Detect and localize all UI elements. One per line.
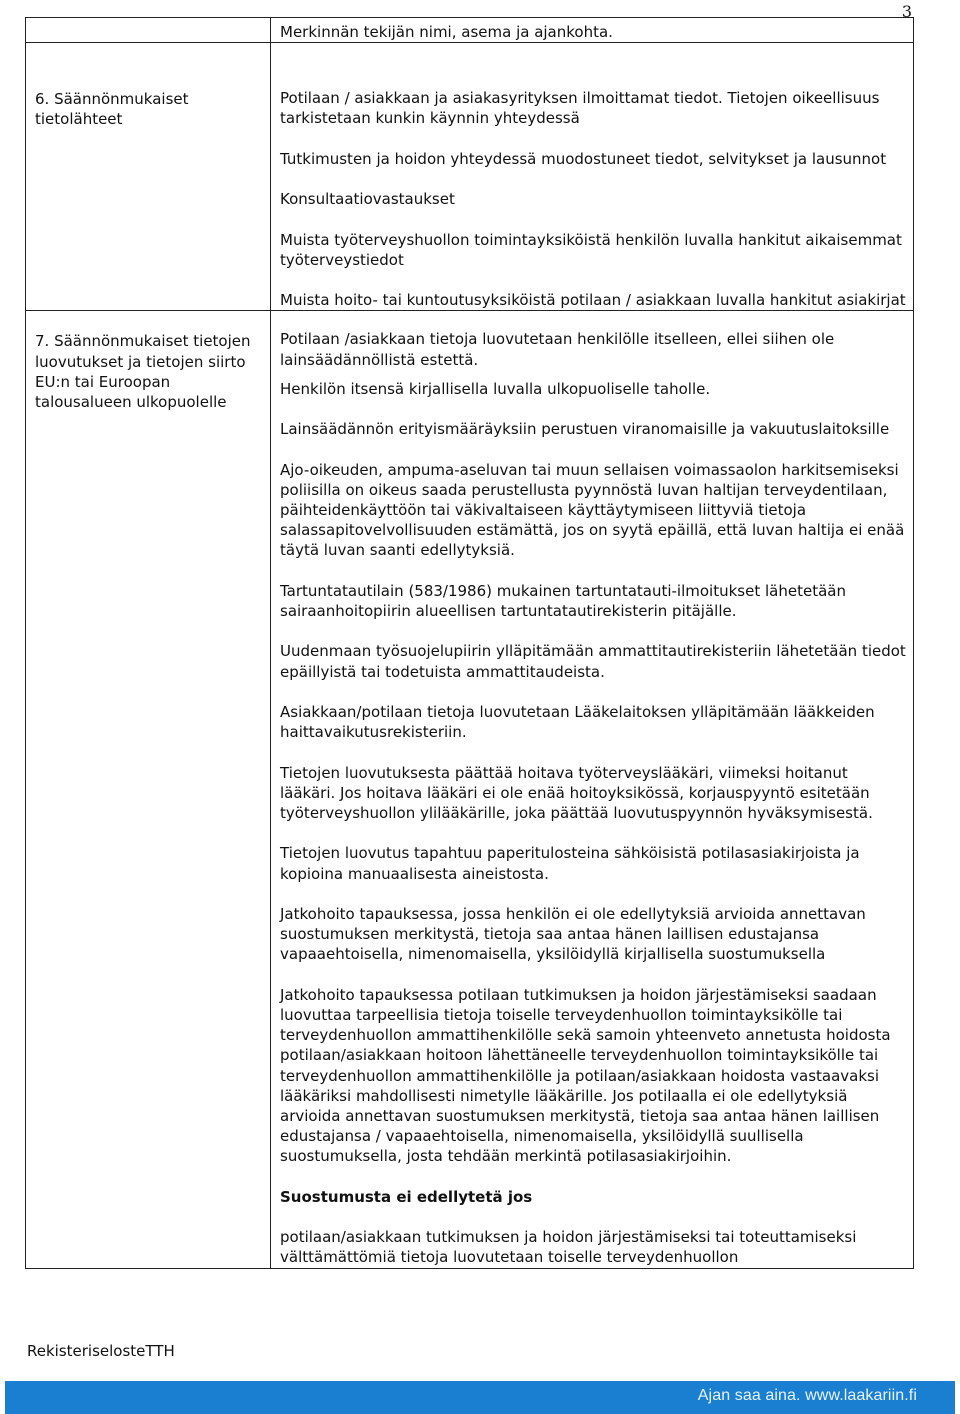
paragraph: Henkilön itsensä kirjallisella luvalla ulkopuoliselle taholle. <box>280 379 711 398</box>
row-content-cell <box>271 43 914 311</box>
paragraph: Jatkohoito tapauksessa, jossa henkilön ei ole edellytyksiä arvioida annettavan suostumuksen merkitystä, tietoja saa antaa hänen laillisen edustajansa vapaaehtoisella, nimenomaisella, yksilöidyllä kirjallisella suostumuksella <box>280 904 866 964</box>
row-label-cell <box>26 311 271 1268</box>
paragraph: Potilaan / asiakkaan ja asiakasyrityksen ilmoittamat tiedot. Tietojen oikeellisuus tarkistetaan kunkin käynnin yhteydessä <box>280 89 880 128</box>
table-row <box>26 311 914 1268</box>
paragraph: Tietojen luovutuksesta päättää hoitava työterveyslääkäri, viimeksi hoitanut lääkäri. Jos hoitava lääkäri ei ole enää hoitoyksikössä, korjauspyyntö esitetään työterveyshuollon ylilääkärille, joka päättää luovutuspyynnön hyväksymisestä. <box>280 763 873 822</box>
paragraph: Potilaan /asiakkaan tietoja luovutetaan henkilölle itselleen, ellei siihen ole lainsäädännöllistä estettä. <box>280 330 835 369</box>
footer-banner <box>5 1381 955 1414</box>
section-subheading: Suostumusta ei edellytetä jos <box>280 1187 533 1206</box>
row-content-cell <box>271 311 914 1268</box>
paragraph: Asiakkaan/potilaan tietoja luovutetaan Lääkelaitoksen ylläpitämään lääkkeiden haittavaikutusrekisteriin. <box>280 702 875 742</box>
paragraph: Konsultaatiovastaukset <box>280 190 455 209</box>
paragraph: Muista työterveyshuollon toimintayksiköistä henkilön luvalla hankitut aikaisemmat työterveystiedot <box>280 230 902 269</box>
paragraph: Ajo-oikeuden, ampuma-aseluvan tai muun sellaisen voimassaolon harkitsemiseksi poliisilla on oikeus saada perustellusta pyynnöstä luvan haltijan terveydentilaan, päihteidenkäyttöön tai väkivaltaiseen käyttäytymiseen liittyviä tietoja salassapitovelvollisuuden estämättä, jos on syytä epäillä, että luvan haltija ei enää täytä luvan saanti edellytyksiä. <box>280 460 905 560</box>
paragraph: potilaan/asiakkaan tutkimuksen ja hoidon järjestämiseksi tai toteuttamiseksi välttämättömiä tietoja luovutetaan toiselle terveydenhuollon <box>280 1228 857 1267</box>
paragraph: Tietojen luovutus tapahtuu paperitulosteina sähköisistä potilasasiakirjoista ja kopioina manuaalisesta aineistosta. <box>280 844 860 883</box>
row-label <box>26 18 270 22</box>
paragraph: Muista hoito- tai kuntoutusyksiköistä potilaan / asiakkaan luvalla hankitut asiakirjat <box>280 291 906 310</box>
paragraph: Merkinnän tekijän nimi, asema ja ajankohta. <box>280 23 613 41</box>
paragraph: Uudenmaan työsuojelupiirin ylläpitämään ammattitautirekisteriin lähetetään tiedot epäillyistä tai todetuista ammattitaudeista. <box>280 642 906 681</box>
row-label-cell <box>26 18 271 43</box>
table-row <box>26 18 914 43</box>
paragraph: Lainsäädännön erityismääräyksiin perustuen viranomaisille ja vakuutuslaitoksille <box>280 420 890 439</box>
row-label-cell <box>26 43 271 311</box>
paragraph: Tutkimusten ja hoidon yhteydessä muodostuneet tiedot, selvitykset ja lausunnot <box>280 149 887 168</box>
paragraph: Jatkohoito tapauksessa potilaan tutkimuksen ja hoidon järjestämiseksi saadaan luovuttaa tarpeellisia tietoja toiselle terveydenhuollon toimintayksikölle tai terveydenhuollon ammattihenkilölle sekä samoin yhteenveto annetusta hoidosta potilaan/asiakkaan hoitoon lähettäneelle terveydenhuollon toimintayksikölle tai terveydenhuollon ammattihenkilölle ja potilaan/asiakkaan hoidosta vastaavaksi lääkäriksi mahdollisesti nimetylle lääkärille. Jos potilaalla ei ole edellytyksiä arvioida annettavan suostumuksen merkitystä, tietoja saa antaa hänen laillisen edustajansa / vapaaehtoisella, nimenomaisella, yksilöidyllä suullisella suostumuksella, josta tehdään merkintä potilasasiakirjoihin. <box>280 985 891 1166</box>
page-number: 3 <box>901 2 912 21</box>
banner-slogan: Ajan saa aina. www.laakariin.fi <box>697 1387 917 1404</box>
register-table <box>25 17 914 1269</box>
paragraph: Tartuntatautilain (583/1986) mukainen tartuntatauti-ilmoitukset lähetetään sairaanhoitopiirin alueellisen tartuntatautirekisterin pitäjälle. <box>280 581 846 620</box>
document-footer: RekisteriselosteTTH <box>27 1342 175 1360</box>
row-label: 7. Säännönmukaiset tietojen luovutukset ja tietojen siirto EU:n tai Euroopan talousalueen ulkopuolelle <box>35 332 251 411</box>
row-content-cell <box>271 18 914 43</box>
table-row <box>26 43 914 311</box>
row-label: 6. Säännönmukaiset tietolähteet <box>35 90 189 129</box>
